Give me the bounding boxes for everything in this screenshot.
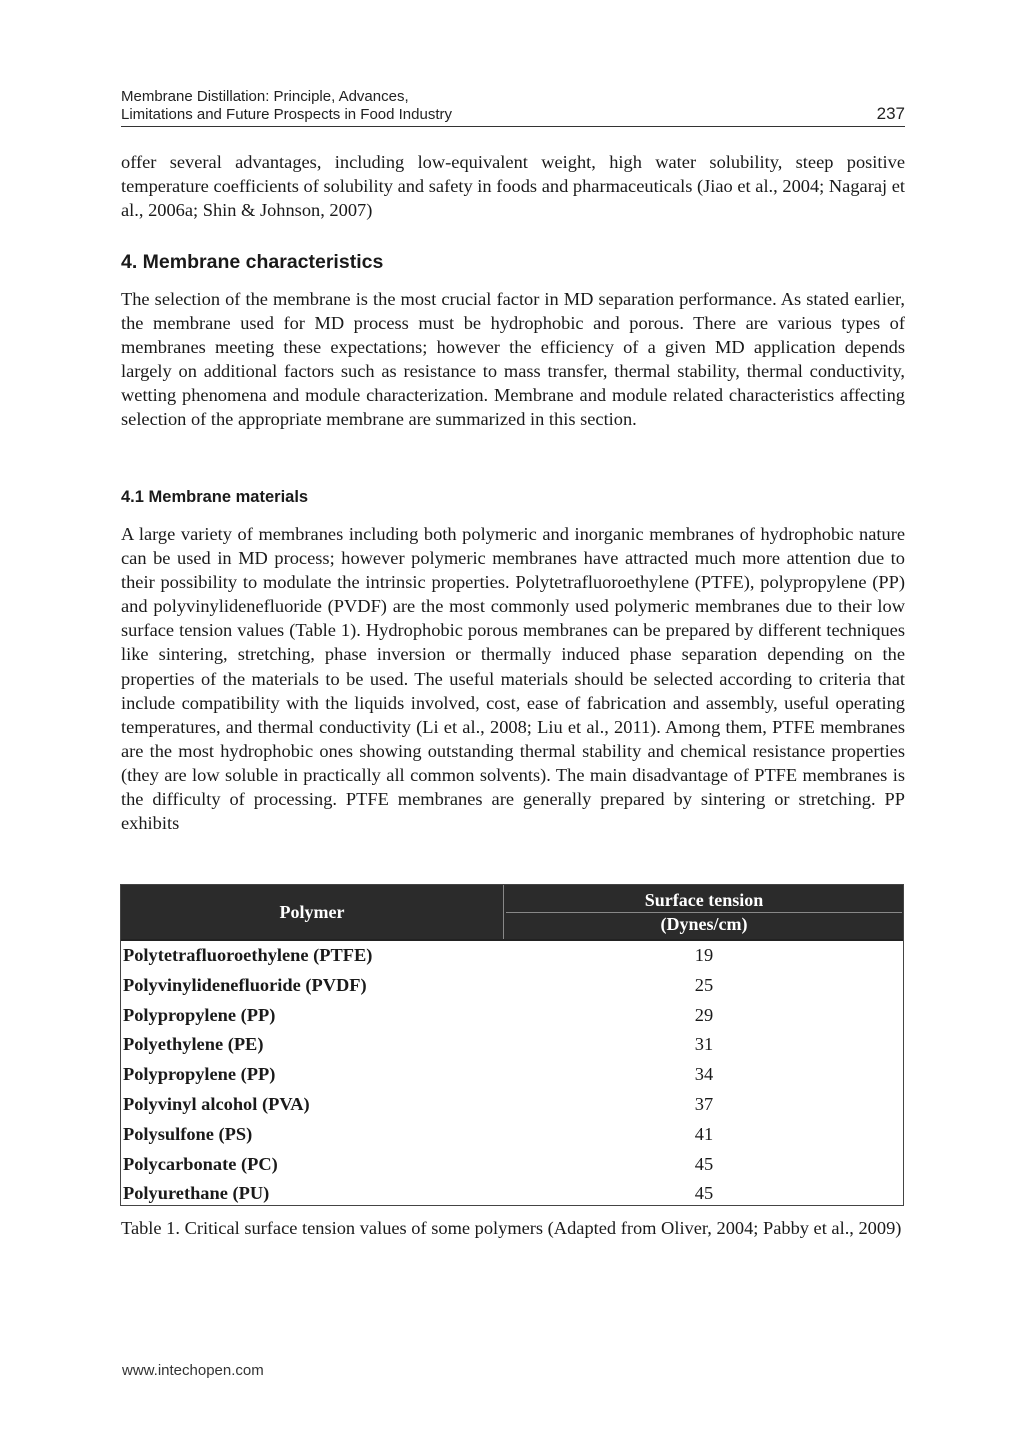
table-row [121, 971, 903, 1001]
subsection-heading-membrane-materials: 4.1 Membrane materials [121, 488, 309, 506]
surface-tension-cell: 37 [694, 1093, 714, 1114]
polymer-cell: Polycarbonate (PC) [123, 1153, 278, 1174]
running-header [121, 88, 905, 127]
surface-tension-cell: 19 [694, 945, 714, 965]
header-title-line2: Limitations and Future Prospects in Food Industry [121, 105, 452, 123]
column-header-surface-tension [506, 889, 902, 935]
table-row [121, 1150, 903, 1180]
section-heading-membrane-characteristics: 4. Membrane characteristics [121, 251, 384, 273]
polymer-cell: Polypropylene (PP) [123, 1004, 276, 1025]
table-row [121, 941, 903, 971]
polymer-cell: Polytetrafluoroethylene (PTFE) [123, 945, 373, 965]
section4-paragraph: The selection of the membrane is the most crucial factor in MD separation performance. As stated earlier, the membrane used for MD process must be hydrophobic and porous. There are various types of membranes meeting these expectations; however the efficiency of a given MD application depends largely on additional factors such as resistance to mass transfer, thermal stability, thermal conductivity, wetting phenomena and module characterization. Membrane and module related characteristics affecting selection of the appropriate membrane are summarized in this section. [121, 289, 905, 430]
polymer-cell: Polyurethane (PU) [123, 1183, 270, 1204]
header-title-line1: Membrane Distillation: Principle, Advances, [121, 88, 409, 105]
section41-paragraph: A large variety of membranes including both polymeric and inorganic membranes of hydrophobic nature can be used in MD process; however polymeric membranes have attracted much more attention due to their possibility to modulate the intrinsic properties. Polytetrafluoroethylene (PTFE), polypropylene (PP) and polyvinylidenefluoride (PVDF) are the most commonly used polymeric membranes due to their low surface tension values (Table 1). Hydrophobic porous membranes can be prepared by different techniques like sintering, stretching, phase inversion or thermally induced phase separation depending on the properties of the materials to be used. The useful materials should be selected according to criteria that include compatibility with the liquids involved, cost, ease of fabrication and assembly, useful operating temperatures, and thermal conductivity (Li et al., 2008; Liu et al., 2011). Among them, PTFE membranes are the most hydrophobic ones showing outstanding thermal stability and chemical resistance properties (they are low soluble in practically all common solvents). The main disadvantage of PTFE membranes is the difficulty of processing. PTFE membranes are generally prepared by sintering or stretching. PP exhibits [121, 524, 905, 834]
polymer-cell: Polypropylene (PP) [123, 1064, 276, 1085]
column-header-unit: (Dynes/cm) [660, 914, 748, 934]
table-body [121, 941, 903, 1209]
surface-tension-cell: 25 [694, 974, 714, 995]
table-row [121, 1030, 903, 1060]
footer-url: www.intechopen.com [122, 1362, 264, 1379]
surface-tension-cell: 45 [694, 1183, 714, 1204]
header-title [121, 88, 905, 123]
surface-tension-cell: 41 [694, 1123, 714, 1144]
table-row [121, 1179, 903, 1209]
table-row [121, 1120, 903, 1150]
surface-tension-cell: 34 [694, 1064, 714, 1085]
column-header-surface-tension-label: Surface tension [506, 889, 902, 913]
surface-tension-cell: 31 [694, 1034, 714, 1055]
intro-paragraph: offer several advantages, including low-equivalent weight, high water solubility, steep positive temperature coefficients of solubility and safety in foods and pharmaceuticals (Jiao et al., 2004; Nagaraj et al., 2006a; Shin & Johnson, 2007) [121, 152, 905, 221]
surface-tension-table [120, 884, 904, 1206]
surface-tension-cell: 45 [694, 1153, 714, 1174]
surface-tension-cell: 29 [694, 1004, 714, 1025]
polymer-cell: Polyethylene (PE) [123, 1034, 264, 1055]
table-header [121, 885, 903, 941]
polymer-cell: Polyvinyl alcohol (PVA) [123, 1093, 310, 1114]
table-row [121, 1001, 903, 1031]
table-row [121, 1090, 903, 1120]
page-number: 237 [876, 104, 905, 123]
table-caption: Table 1. Critical surface tension values of some polymers (Adapted from Oliver, 2004; Pabby et al., 2009) [121, 1218, 902, 1238]
table-row [121, 1060, 903, 1090]
polymer-cell: Polysulfone (PS) [123, 1123, 253, 1144]
column-header-polymer: Polymer [121, 885, 504, 939]
polymer-cell: Polyvinylidenefluoride (PVDF) [123, 974, 367, 995]
